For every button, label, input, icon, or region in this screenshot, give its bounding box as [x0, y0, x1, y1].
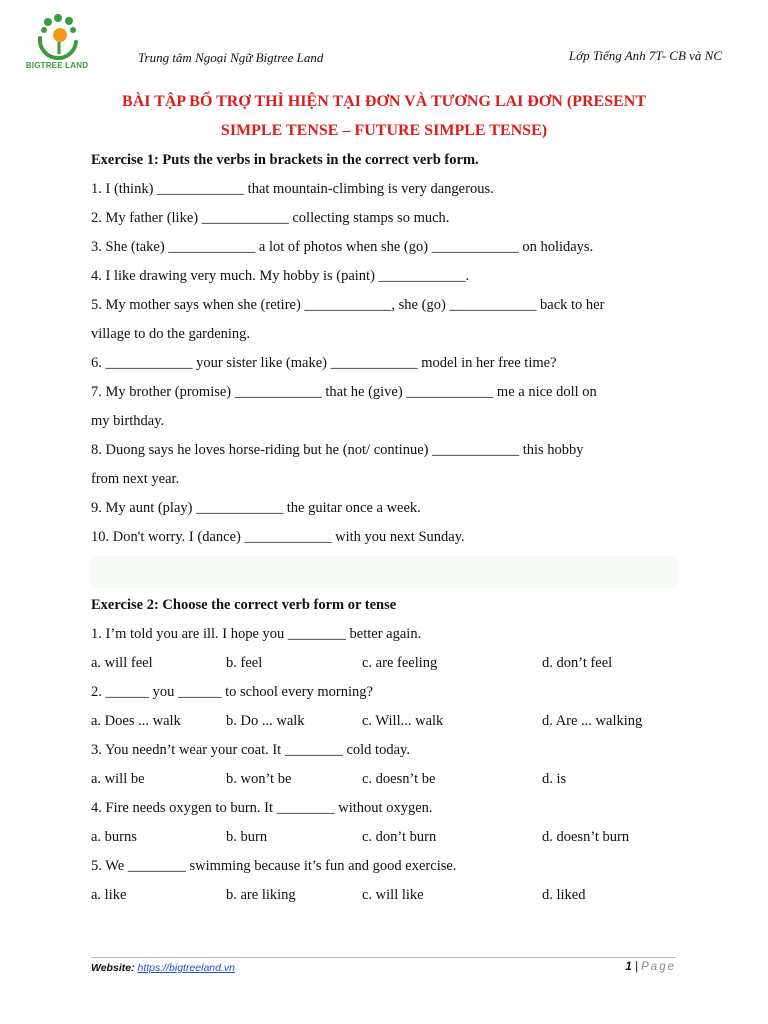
option-d: d. is [542, 771, 567, 787]
exercise1-line: 9. My aunt (play) ____________ the guitar once a week. [91, 500, 421, 516]
option-b: b. won’t be [226, 771, 292, 787]
page-separator: | [634, 961, 638, 973]
exercise1-line: from next year. [91, 471, 180, 487]
option-a: a. like [91, 887, 127, 903]
website-label: Website: [91, 962, 135, 974]
worksheet-title-line1: BÀI TẬP BỔ TRỢ THÌ HIỆN TẠI ĐƠN VÀ TƯƠNG LAI ĐƠN (PRESENT [122, 93, 646, 110]
watermark-band [90, 556, 678, 588]
page-footer [625, 961, 676, 973]
option-c: c. doesn’t be [362, 771, 436, 787]
footer-website [91, 962, 235, 974]
question-text: 4. Fire needs oxygen to burn. It ________ without oxygen. [91, 800, 433, 816]
exercise2-heading: Exercise 2: Choose the correct verb form or tense [91, 597, 397, 613]
worksheet-title-line2: SIMPLE TENSE – FUTURE SIMPLE TENSE) [220, 122, 548, 139]
question-text: 1. I’m told you are ill. I hope you ________ better again. [91, 626, 422, 642]
option-b: b. Do ... walk [226, 713, 305, 729]
exercise1-line: village to do the gardening. [91, 326, 251, 342]
option-d: d. don’t feel [542, 655, 613, 671]
option-b: b. feel [226, 655, 263, 671]
question-text: 2. ______ you ______ to school every morning? [91, 684, 373, 700]
website-link[interactable]: https://bigtreeland.vn [137, 962, 235, 974]
exercise1-line: 7. My brother (promise) ____________ that he (give) ____________ me a nice doll on [91, 384, 597, 400]
center-name: Trung tâm Ngoại Ngữ Bigtree Land [138, 50, 324, 65]
exercise1-line: 8. Duong says he loves horse-riding but he (not/ continue) ____________ this hobby [91, 442, 584, 458]
option-b: b. burn [226, 829, 268, 845]
option-c: c. are feeling [362, 655, 438, 671]
option-d: d. doesn’t burn [542, 829, 630, 845]
option-a: a. burns [91, 829, 137, 845]
option-d: d. Are ... walking [542, 713, 643, 729]
question-text: 3. You needn’t wear your coat. It ________ cold today. [91, 742, 410, 758]
option-a: a. Does ... walk [91, 713, 181, 729]
exercise1-line: 1. I (think) ____________ that mountain-climbing is very dangerous. [91, 181, 494, 197]
tree-icon [26, 12, 90, 64]
exercise1-heading: Exercise 1: Puts the verbs in brackets in the correct verb form. [91, 152, 479, 168]
option-c: c. don’t burn [362, 829, 437, 845]
exercise1-line: 4. I like drawing very much. My hobby is (paint) ____________. [91, 268, 470, 284]
footer-divider [91, 957, 676, 958]
option-a: a. will be [91, 771, 145, 787]
option-a: a. will feel [91, 655, 153, 671]
logo-text: BIGTREE LAND [25, 61, 89, 70]
page-number: 1 [625, 961, 632, 973]
option-c: c. Will... walk [362, 713, 444, 729]
option-b: b. are liking [226, 887, 296, 903]
page-word: Page [641, 961, 676, 973]
class-label: Lớp Tiếng Anh 7T- CB và NC [568, 48, 722, 63]
exercise1-line: 5. My mother says when she (retire) ____________, she (go) ____________ back to her [91, 297, 605, 313]
question-text: 5. We ________ swimming because it’s fun and good exercise. [91, 858, 457, 874]
option-c: c. will like [362, 887, 424, 903]
exercise1-line: 6. ____________ your sister like (make) ____________ model in her free time? [91, 355, 557, 371]
exercise1-line: 2. My father (like) ____________ collecting stamps so much. [91, 210, 450, 226]
option-d: d. liked [542, 887, 586, 903]
exercise1-line: 10. Don't worry. I (dance) ____________ with you next Sunday. [91, 529, 465, 545]
exercise1-line: my birthday. [91, 413, 165, 429]
exercise1-line: 3. She (take) ____________ a lot of photos when she (go) ____________ on holidays. [91, 239, 594, 255]
